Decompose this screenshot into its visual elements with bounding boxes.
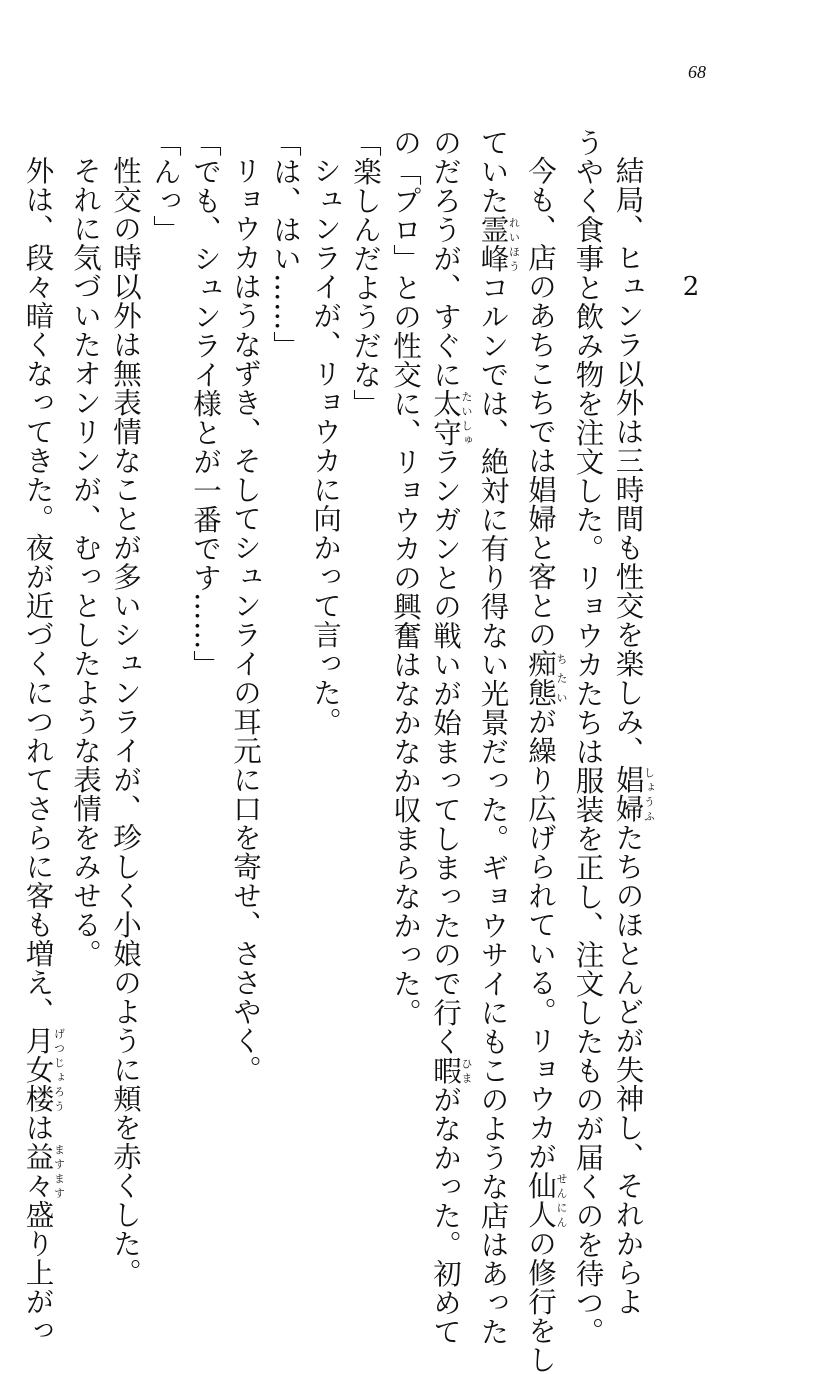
chapter-number: 2 xyxy=(676,272,706,302)
ruby-base: 太守 xyxy=(429,389,462,447)
ruby-word xyxy=(524,649,568,707)
ruby-base: 痴態 xyxy=(524,649,557,707)
text-line xyxy=(225,128,265,1148)
text-segment: 「は、はい……」 xyxy=(269,128,302,360)
ruby-base: 月女楼 xyxy=(21,1026,55,1113)
text-line xyxy=(265,128,305,1148)
text-line xyxy=(385,128,425,1148)
ruby-reading: げつじょろう xyxy=(52,1026,66,1113)
text-segment: 外は、段々暗くなってきた。夜が近づくにつれてさらに客も増え、 xyxy=(21,156,55,1026)
text-segment: シュンライが、リョウカに向かって言った。 xyxy=(309,156,342,736)
text-line xyxy=(305,128,345,1148)
ruby-word xyxy=(611,765,656,823)
text-segment: がなかった。初めて xyxy=(429,1085,462,1346)
text-segment: ていた xyxy=(476,128,510,215)
text-segment: うやく食事と飲み物を注文した。リョウカたちは服装を正し、注文したものが届くのを待つ。 xyxy=(571,128,605,1346)
text-segment: が繰り広げられている。リョウカが xyxy=(524,707,557,1171)
text-line xyxy=(568,128,608,1346)
ruby-base: 娼婦 xyxy=(611,765,645,823)
text-line xyxy=(105,128,145,1287)
ruby-base: 暇 xyxy=(429,1056,462,1085)
text-segment: の修行をし xyxy=(524,1229,557,1374)
text-segment: の「プロ」との性交に、リョウカの興奮はなかなか収まらなかった。 xyxy=(389,128,422,1027)
ruby-base: 益々 xyxy=(21,1142,55,1200)
ruby-reading: ちたい xyxy=(555,649,568,707)
ruby-word xyxy=(21,1142,66,1200)
ruby-reading: しょうふ xyxy=(642,765,656,823)
text-segment: ランガンとの戦いが始まってしまったので行く xyxy=(429,447,462,1056)
text-line xyxy=(473,128,521,1346)
text-segment: は xyxy=(21,1113,55,1142)
text-line xyxy=(608,128,656,1316)
text-segment: のだろうが、すぐに xyxy=(429,128,462,389)
ruby-word xyxy=(524,1171,568,1229)
ruby-word xyxy=(429,389,473,447)
text-line xyxy=(145,128,185,1148)
ruby-base: 霊峰 xyxy=(476,215,510,273)
ruby-word xyxy=(21,1026,66,1113)
text-segment: 結局、ヒュンラ以外は三時間も性交を楽しみ、 xyxy=(611,156,645,765)
ruby-reading: ひま xyxy=(460,1056,473,1085)
text-segment: 「楽しんだようだな」 xyxy=(349,128,382,418)
text-line xyxy=(65,128,105,1148)
text-line xyxy=(425,128,473,1346)
ruby-word xyxy=(476,215,521,273)
ruby-base: 仙人 xyxy=(524,1171,557,1229)
body-text xyxy=(18,128,656,1374)
text-segment: 「んっ」 xyxy=(149,128,182,244)
text-segment: リョウカはうなずき、そしてシュンライの耳元に口を寄せ、ささやく。 xyxy=(229,156,262,1084)
text-line xyxy=(18,128,66,1345)
text-segment: たちのほとんどが失神し、それからよ xyxy=(611,823,645,1316)
text-line xyxy=(185,128,225,1148)
text-segment: 「でも、シュンライ様とが一番です……」 xyxy=(189,128,222,679)
ruby-word xyxy=(429,1056,473,1085)
text-segment: 今も、店のあちこちでは娼婦と客との xyxy=(524,156,557,649)
ruby-reading: たいしゅ xyxy=(460,389,473,447)
text-segment: 盛り上がっ xyxy=(21,1200,55,1345)
text-line xyxy=(520,128,568,1374)
ruby-reading: ますます xyxy=(52,1142,66,1200)
text-segment: 性交の時以外は無表情なことが多いシュンライが、珍しく小娘のように頬を赤くした。 xyxy=(109,156,142,1287)
ruby-reading: せんにん xyxy=(555,1171,568,1229)
text-segment: コルンでは、絶対に有り得ない光景だった。ギョウサイにもこのような店はあった xyxy=(476,273,510,1346)
text-line xyxy=(345,128,385,1148)
page-number: 68 xyxy=(688,62,706,82)
text-segment: それに気づいたオンリンが、むっとしたような表情をみせる。 xyxy=(69,156,102,968)
ruby-reading: れいほう xyxy=(507,215,521,273)
